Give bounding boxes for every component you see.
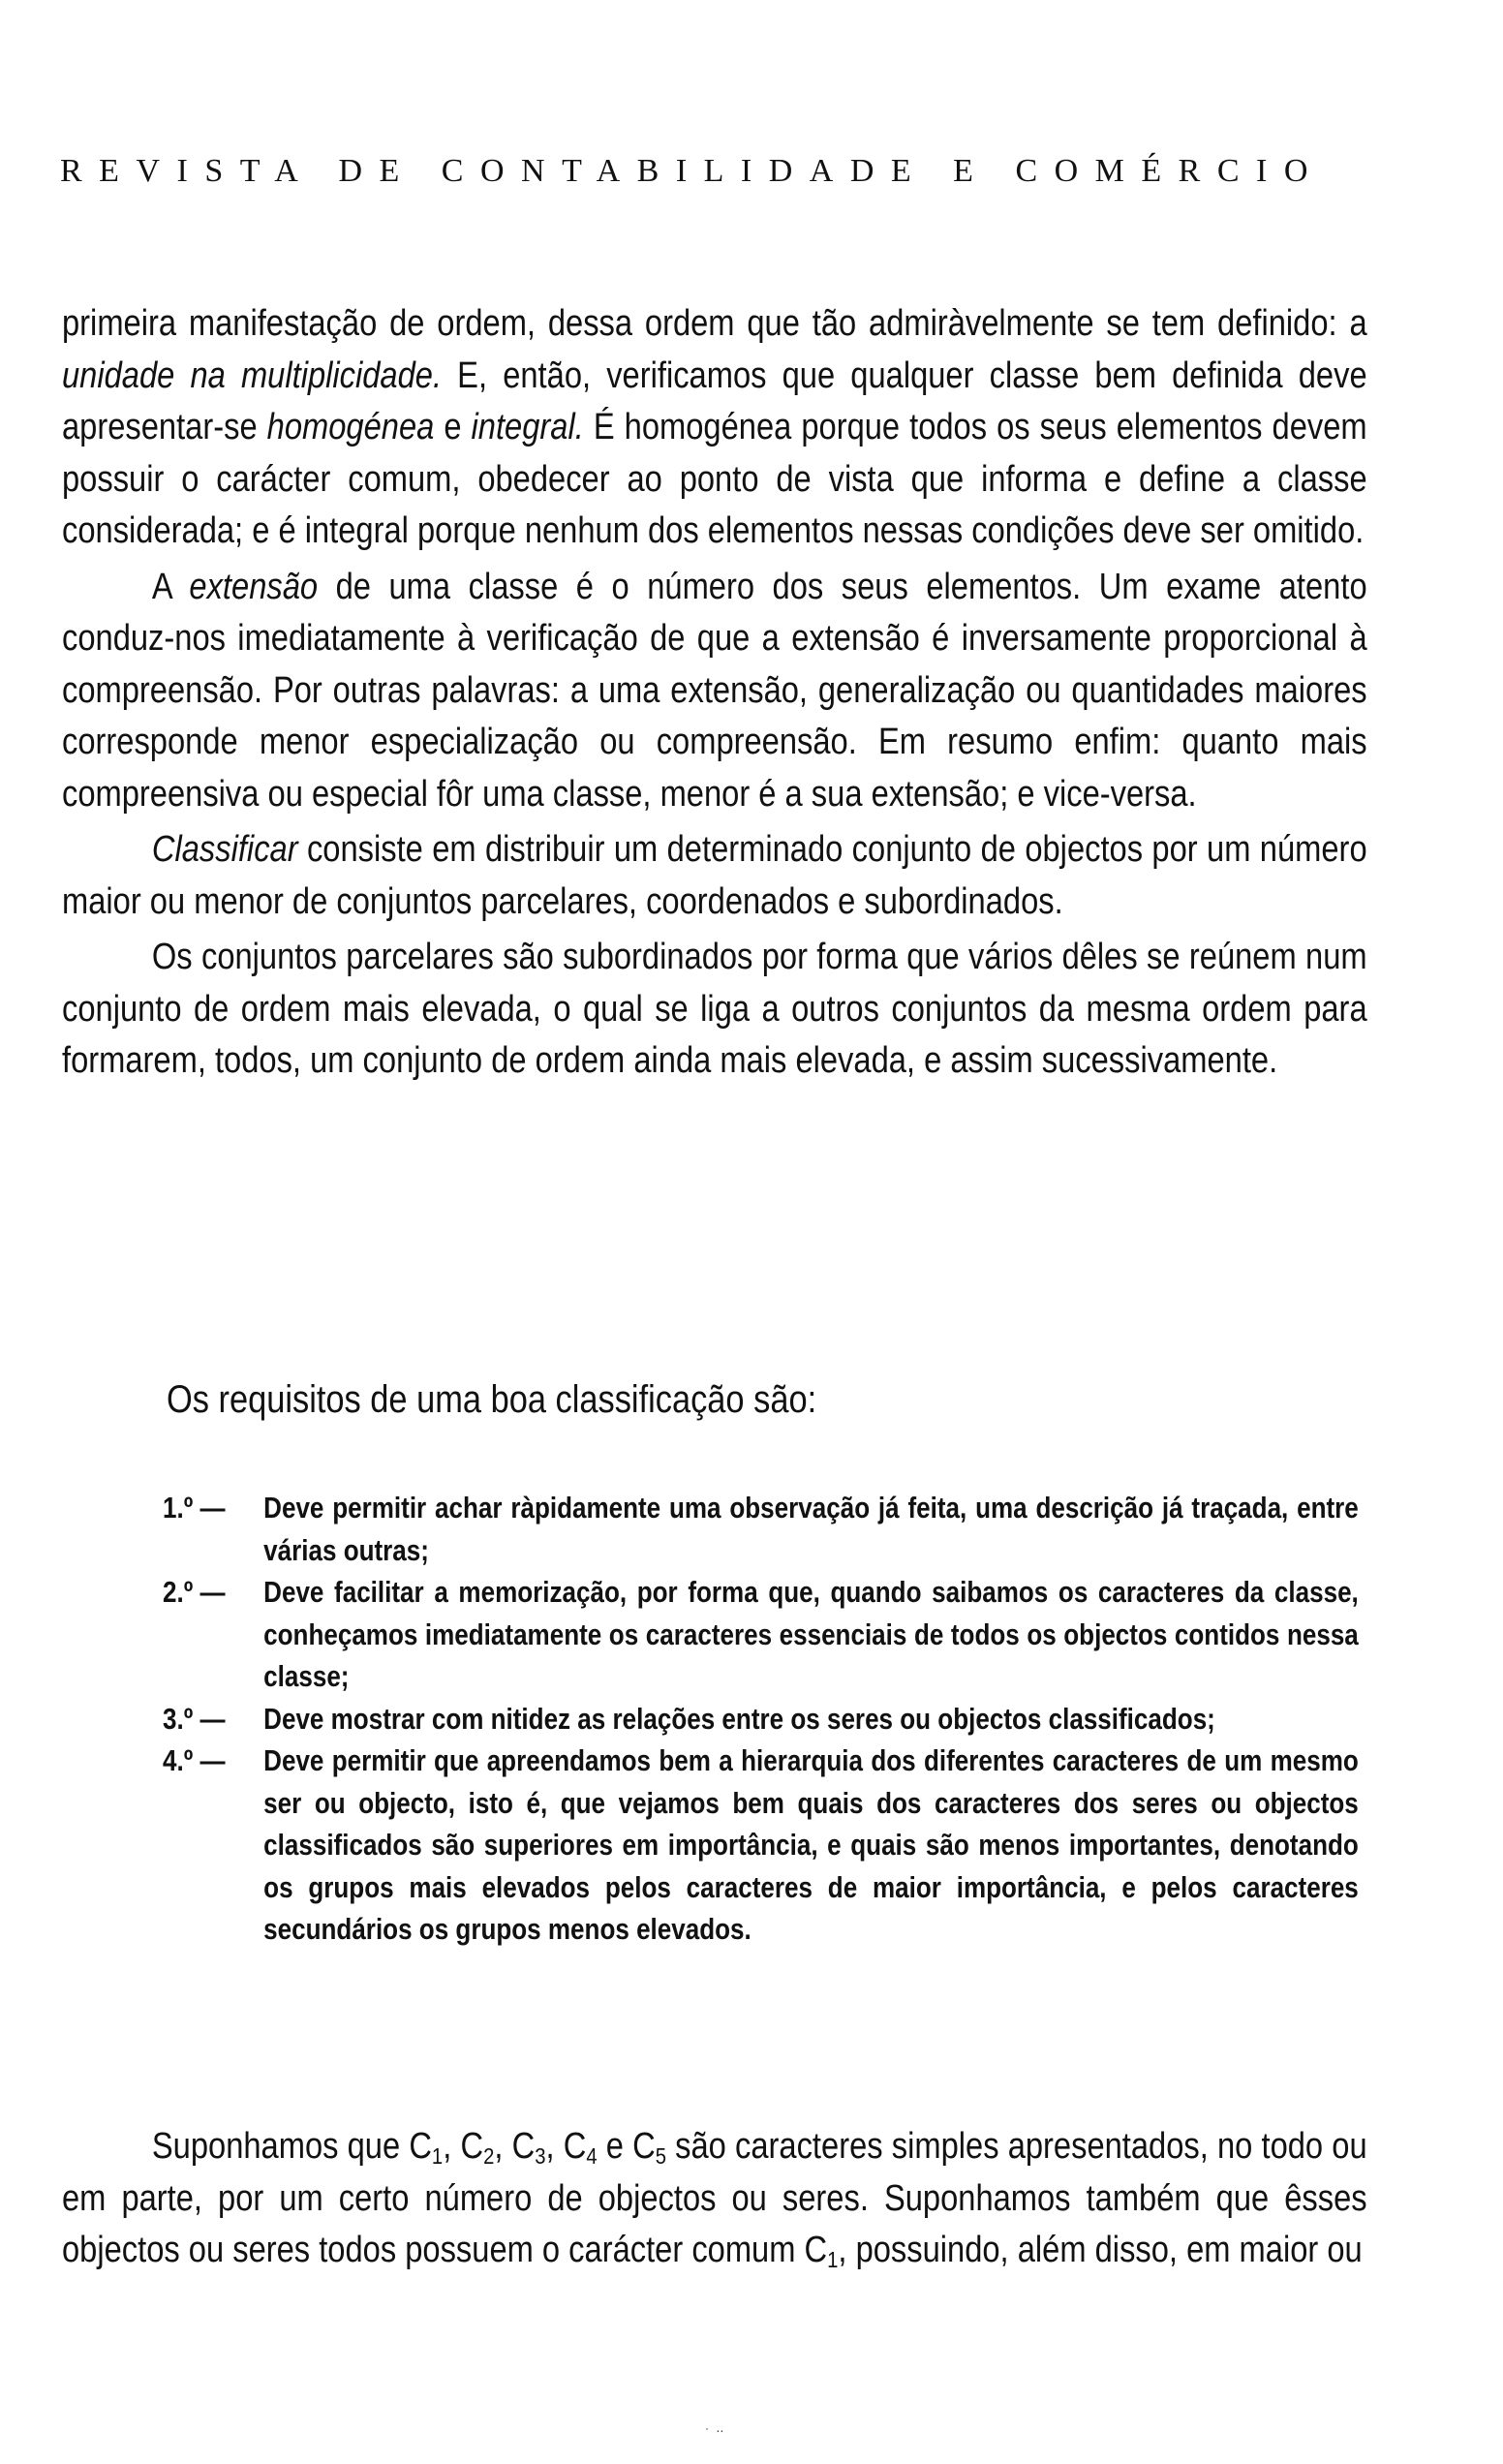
italic-term-classify: Classificar (151, 829, 298, 870)
text-run: , C (545, 2126, 587, 2167)
text-run: e (434, 407, 472, 447)
list-item-text: Deve facilitar a memorização, por forma que, quando saibamos os caracteres da classe, conheçamos imediatamente os caracteres essenciais de todos os objectos contidos nessa classe; (263, 1575, 1359, 1693)
italic-term-integral: integral. (471, 407, 584, 447)
list-item-text: Deve permitir achar ràpidamente uma observação já feita, uma descrição já traçada, entre várias outras; (263, 1491, 1359, 1567)
list-item-number: 1.º — (163, 1491, 226, 1525)
requisites-heading: Os requisitos de uma boa classificação são: (167, 1378, 817, 1421)
text-run: , possuindo, além disso, em maior ou (838, 2230, 1363, 2270)
paragraph-subsets (62, 932, 1367, 1088)
text-run: Os conjuntos parcelares são subordinados por forma que vários dêles se reúnem num conjunto de ordem mais elevada, o qual se liga a outros conjuntos da mesma ordem para formarem, todos, um conjunto de ordem ainda mais elevada, e assim sucessivamente. (62, 937, 1367, 1081)
list-item-number: 4.º — (163, 1743, 226, 1777)
text-run: de uma classe é o número dos seus elementos. Um exame atento conduz-nos imediatamente à verificação de que a extensão é inversamente proporcional à compreensão. Por outras palavras: a uma extensão, generalização ou quantidades maiores corresponde menor especialização ou compreensão. Em resumo enfim: quanto mais compreensiva ou especial fôr uma classe, menor é a sua extensão; e vice-versa. (62, 566, 1367, 815)
italic-term-unity: unidade na multiplicidade. (62, 354, 443, 396)
subscript: 3 (535, 2142, 546, 2169)
text-run: , C (443, 2126, 484, 2167)
paragraph-classify (62, 824, 1367, 928)
text-run: consiste em distribuir um determinado conjunto de objectos por um número maior ou menor de conjuntos parcelares, coordenados e subordinados. (62, 829, 1367, 922)
italic-term-homogeneous: homogénea (266, 407, 435, 447)
subscript: 1 (827, 2246, 839, 2272)
text-run: A (151, 566, 190, 607)
text-run: e C (597, 2126, 656, 2167)
body-section-upper (62, 298, 1367, 1088)
running-head: REVISTA DE CONTABILIDADE E COMÉRCIO (60, 153, 1325, 189)
paragraph-extension (62, 562, 1367, 821)
body-section-lower (62, 2121, 1367, 2277)
list-item-text: Deve mostrar com nitidez as relações entre os seres ou objectos classificados; (263, 1701, 1215, 1736)
italic-term-extension: extensão (189, 566, 319, 607)
page-footer-mark: · ‥ (705, 2421, 726, 2435)
subscript: 2 (483, 2142, 495, 2169)
subscript: 1 (431, 2142, 444, 2169)
text-run: É homogénea porque todos os seus elementos devem possuir o carácter comum, obedecer ao ponto de vista que informa e define a classe considerada; e é integral porque nenhum dos elementos nessas condições deve ser omitido. (62, 407, 1367, 551)
paragraph-suppose (62, 2121, 1367, 2277)
text-run: Suponhamos que C (151, 2126, 432, 2167)
text-run: são caracteres simples apresentados, no todo ou em parte, por um certo número de objectos ou seres. Suponhamos também que êsses objectos ou seres todos possuem o carácter comum C (62, 2126, 1367, 2270)
list-item (163, 1487, 1359, 1571)
list-item-text: Deve permitir que apreendamos bem a hierarquia dos diferentes caracteres de um mesmo ser ou objecto, isto é, que vejamos bem quais dos caracteres dos seres ou objectos classificados são superiores em importância, e quais são menos importantes, denotando os grupos mais elevados pelos caracteres de maior importância, e pelos caracteres secundários os grupos menos elevados. (263, 1743, 1359, 1946)
requisites-list (163, 1487, 1359, 1951)
list-item-number: 2.º — (163, 1575, 226, 1609)
text-run: E, então, verificamos que qualquer classe bem definida deve apresentar-se (62, 354, 1367, 447)
list-item (163, 1698, 1359, 1740)
list-item-number: 3.º — (163, 1701, 226, 1736)
text-run: , C (494, 2126, 536, 2167)
subscript: 5 (655, 2142, 666, 2169)
subscript: 4 (586, 2142, 598, 2169)
list-item (163, 1571, 1359, 1698)
paragraph-homogeneity (62, 298, 1367, 558)
list-item (163, 1740, 1359, 1951)
text-run: primeira manifestação de ordem, dessa ordem que tão admiràvelmente se tem definido: a (62, 303, 1367, 344)
